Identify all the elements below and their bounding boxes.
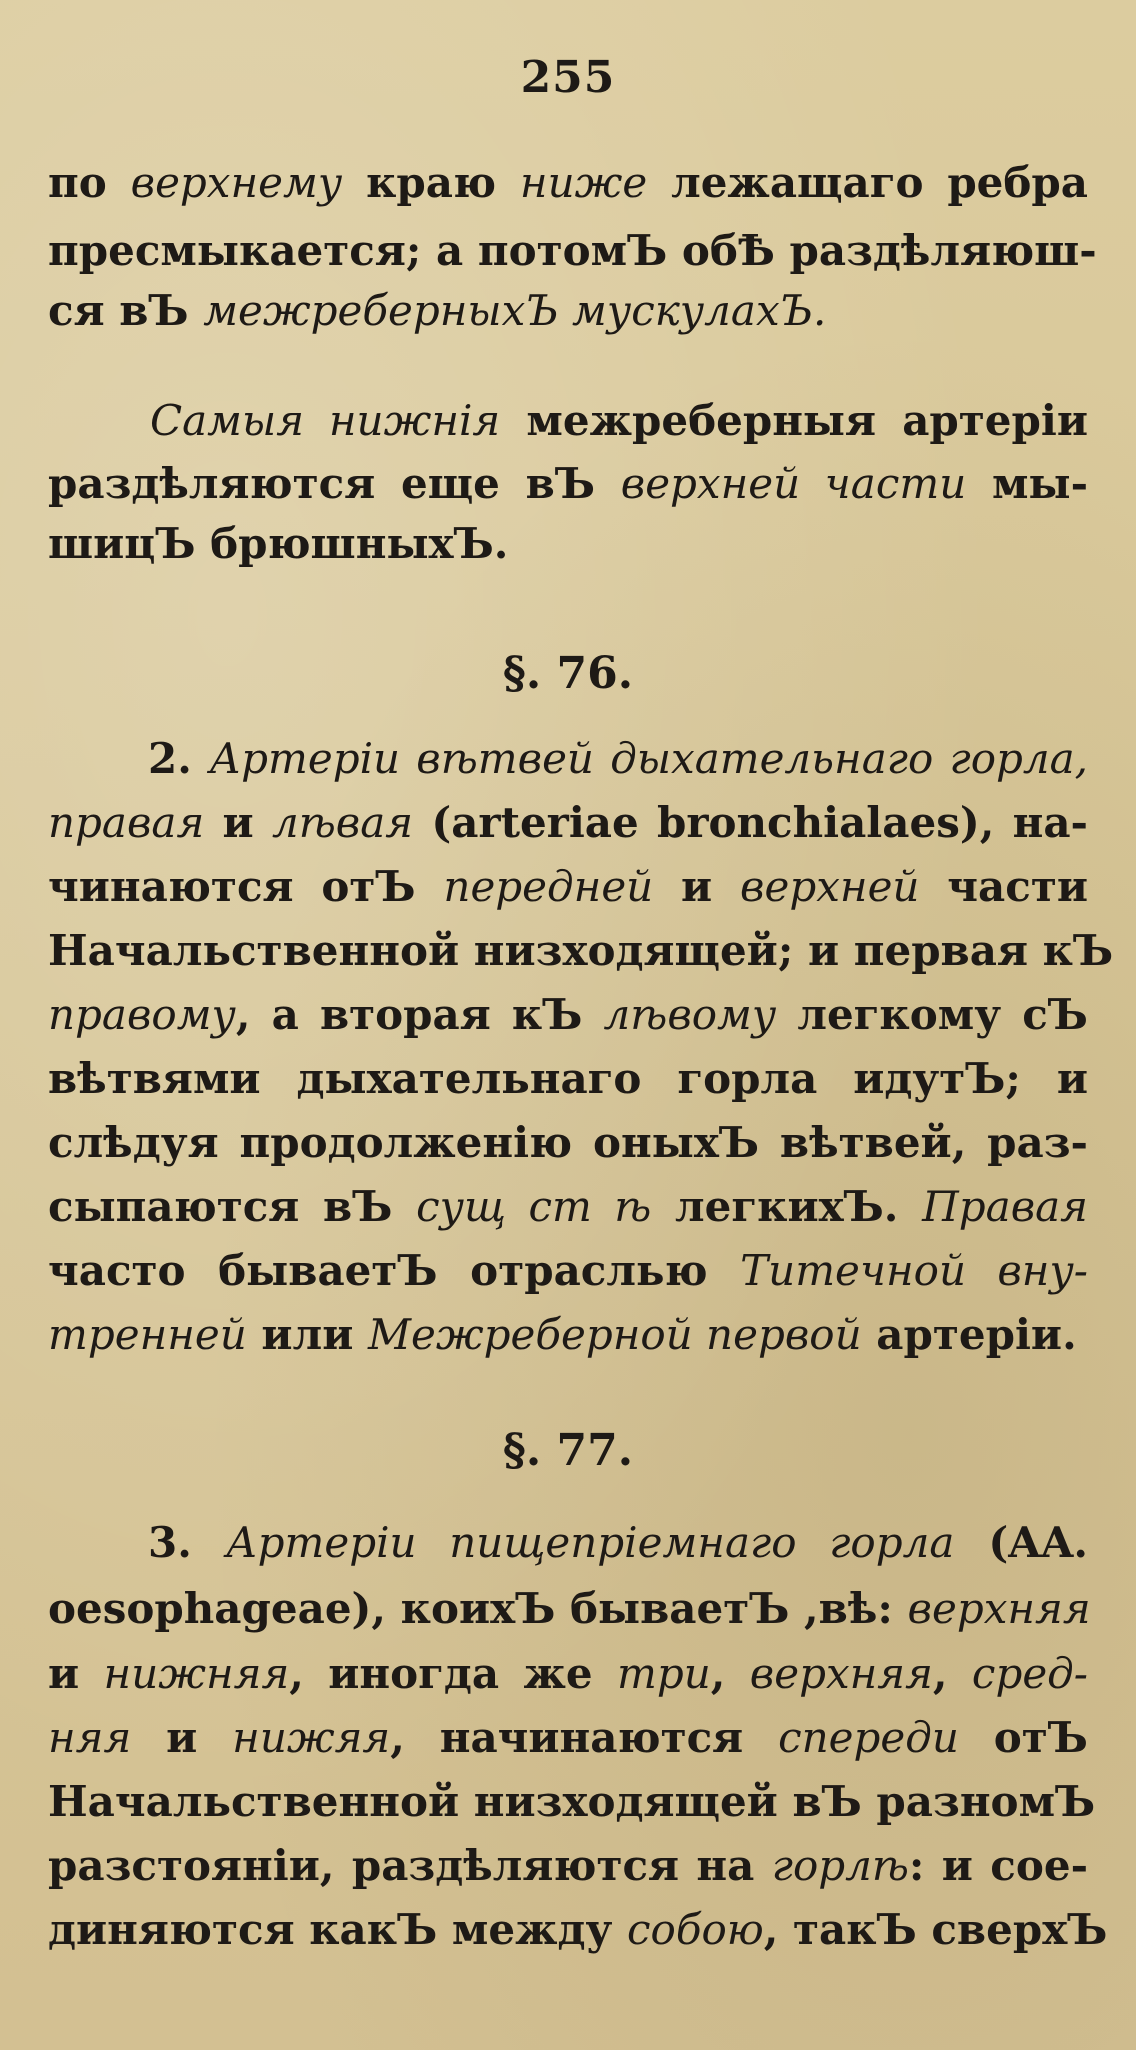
text-run: и bbox=[48, 1649, 104, 1698]
text-line bbox=[48, 1182, 1088, 1231]
text-line bbox=[48, 226, 1097, 275]
text-run: (AA. bbox=[954, 1518, 1089, 1567]
text-run: Начальственной низходящей вЪ разномЪ bbox=[48, 1777, 1096, 1826]
italic-run: лѣвому bbox=[603, 990, 777, 1039]
text-run: артеріи. bbox=[861, 1310, 1077, 1359]
text-line bbox=[48, 286, 1088, 335]
text-run: : и сое- bbox=[908, 1841, 1088, 1890]
text-run: слѣдуя продолженію оныхЪ вѣтвей, раз- bbox=[48, 1118, 1088, 1167]
text-line bbox=[48, 1777, 1096, 1826]
text-run: пресмыкается; а потомЪ обѢ раздѣляюш- bbox=[48, 226, 1097, 275]
text-run: 3. bbox=[148, 1518, 226, 1567]
text-run: части bbox=[919, 862, 1089, 911]
italic-run: Артеріи вѣтвей дыхательнаго горла, bbox=[209, 734, 1088, 783]
text-run: сыпаются вЪ bbox=[48, 1182, 417, 1231]
italic-run: правая bbox=[48, 798, 205, 847]
text-run: или bbox=[246, 1310, 368, 1359]
text-line bbox=[48, 990, 1088, 1039]
text-line bbox=[48, 1118, 1088, 1167]
italic-run: межреберныхЪ мускулахЪ. bbox=[203, 286, 827, 335]
text-line bbox=[48, 926, 1114, 975]
italic-run: Титечной вну- bbox=[740, 1246, 1088, 1295]
italic-run: нижняя bbox=[103, 1649, 290, 1698]
italic-run: сущ ст ѣ bbox=[416, 1182, 652, 1231]
italic-run: собою bbox=[627, 1905, 764, 1954]
italic-run: няя bbox=[48, 1713, 132, 1762]
text-line bbox=[48, 158, 1088, 207]
text-line bbox=[48, 1649, 1088, 1698]
text-run: и bbox=[131, 1713, 233, 1762]
text-line bbox=[48, 1905, 1108, 1954]
text-line bbox=[48, 1713, 1088, 1762]
text-run: диняются какЪ между bbox=[48, 1905, 628, 1954]
section-heading: §. 77. bbox=[502, 1425, 634, 1476]
text-line bbox=[150, 396, 1088, 445]
italic-run: сред- bbox=[971, 1649, 1088, 1698]
text-run: (arteriae bronchialaes), на- bbox=[413, 798, 1088, 847]
text-run: вѣтвями дыхательнаго горла идутЪ; и bbox=[48, 1054, 1088, 1103]
text-run: и bbox=[204, 798, 272, 847]
text-line bbox=[48, 459, 1089, 508]
text-run: , иногда же bbox=[289, 1649, 617, 1698]
text-run: ся вЪ bbox=[48, 286, 204, 335]
text-run: oesophageae), коихЪ бываетЪ ,вѣ: bbox=[48, 1584, 908, 1633]
text-run: , bbox=[932, 1649, 972, 1698]
text-run: часто бываетЪ отраслью bbox=[48, 1246, 741, 1295]
text-run: легкому сЪ bbox=[776, 990, 1088, 1039]
italic-run: верхняя bbox=[907, 1584, 1091, 1633]
text-run: легкихЪ. bbox=[651, 1182, 923, 1231]
text-line bbox=[48, 1310, 1088, 1359]
italic-run: передней bbox=[443, 862, 654, 911]
text-run: , bbox=[710, 1649, 750, 1698]
text-line bbox=[148, 734, 1088, 783]
italic-run: Правая bbox=[922, 1182, 1088, 1231]
text-run: межреберныя артеріи bbox=[500, 396, 1088, 445]
text-line bbox=[148, 1518, 1089, 1567]
text-run: разстояніи, раздѣляются на bbox=[48, 1841, 772, 1890]
text-run: краю bbox=[342, 158, 520, 207]
italic-run: Артеріи пищепріемнаго горла bbox=[225, 1518, 955, 1567]
page-number: 255 bbox=[520, 52, 616, 103]
italic-run: тренней bbox=[48, 1310, 247, 1359]
text-run: лежащаго ребра bbox=[647, 158, 1088, 207]
text-run: 2. bbox=[148, 734, 210, 783]
italic-run: правому bbox=[48, 990, 236, 1039]
italic-run: верхнему bbox=[130, 158, 343, 207]
section-heading: §. 76. bbox=[502, 648, 634, 699]
italic-run: Межреберной первой bbox=[367, 1310, 862, 1359]
text-run: шицЪ брюшныхЪ. bbox=[48, 519, 509, 568]
italic-run: горлѣ bbox=[771, 1841, 909, 1890]
text-line bbox=[48, 1841, 1088, 1890]
text-line bbox=[48, 1584, 1091, 1633]
text-run: , начинаются bbox=[390, 1713, 779, 1762]
text-run: Начальственной низходящей; и первая кЪ bbox=[48, 926, 1114, 975]
text-line bbox=[48, 519, 1088, 568]
italic-run: нижяя bbox=[232, 1713, 391, 1762]
text-line bbox=[48, 862, 1089, 911]
italic-run: Самыя нижнія bbox=[150, 396, 501, 445]
text-run: отЪ bbox=[958, 1713, 1088, 1762]
text-run: , такЪ сверхЪ bbox=[763, 1905, 1108, 1954]
text-run: по bbox=[48, 158, 131, 207]
text-run: мы- bbox=[966, 459, 1089, 508]
italic-run: ниже bbox=[519, 158, 648, 207]
text-line bbox=[48, 1246, 1088, 1295]
italic-run: верхняя bbox=[749, 1649, 933, 1698]
text-run: чинаются отЪ bbox=[48, 862, 444, 911]
text-run: раздѣляются еще вЪ bbox=[48, 459, 621, 508]
italic-run: три bbox=[617, 1649, 711, 1698]
text-line bbox=[48, 798, 1088, 847]
italic-run: верхней части bbox=[620, 459, 967, 508]
text-run: и bbox=[653, 862, 741, 911]
text-line bbox=[48, 1054, 1088, 1103]
italic-run: спереди bbox=[778, 1713, 959, 1762]
text-run: , а вторая кЪ bbox=[235, 990, 604, 1039]
italic-run: лѣвая bbox=[271, 798, 414, 847]
italic-run: верхней bbox=[740, 862, 920, 911]
